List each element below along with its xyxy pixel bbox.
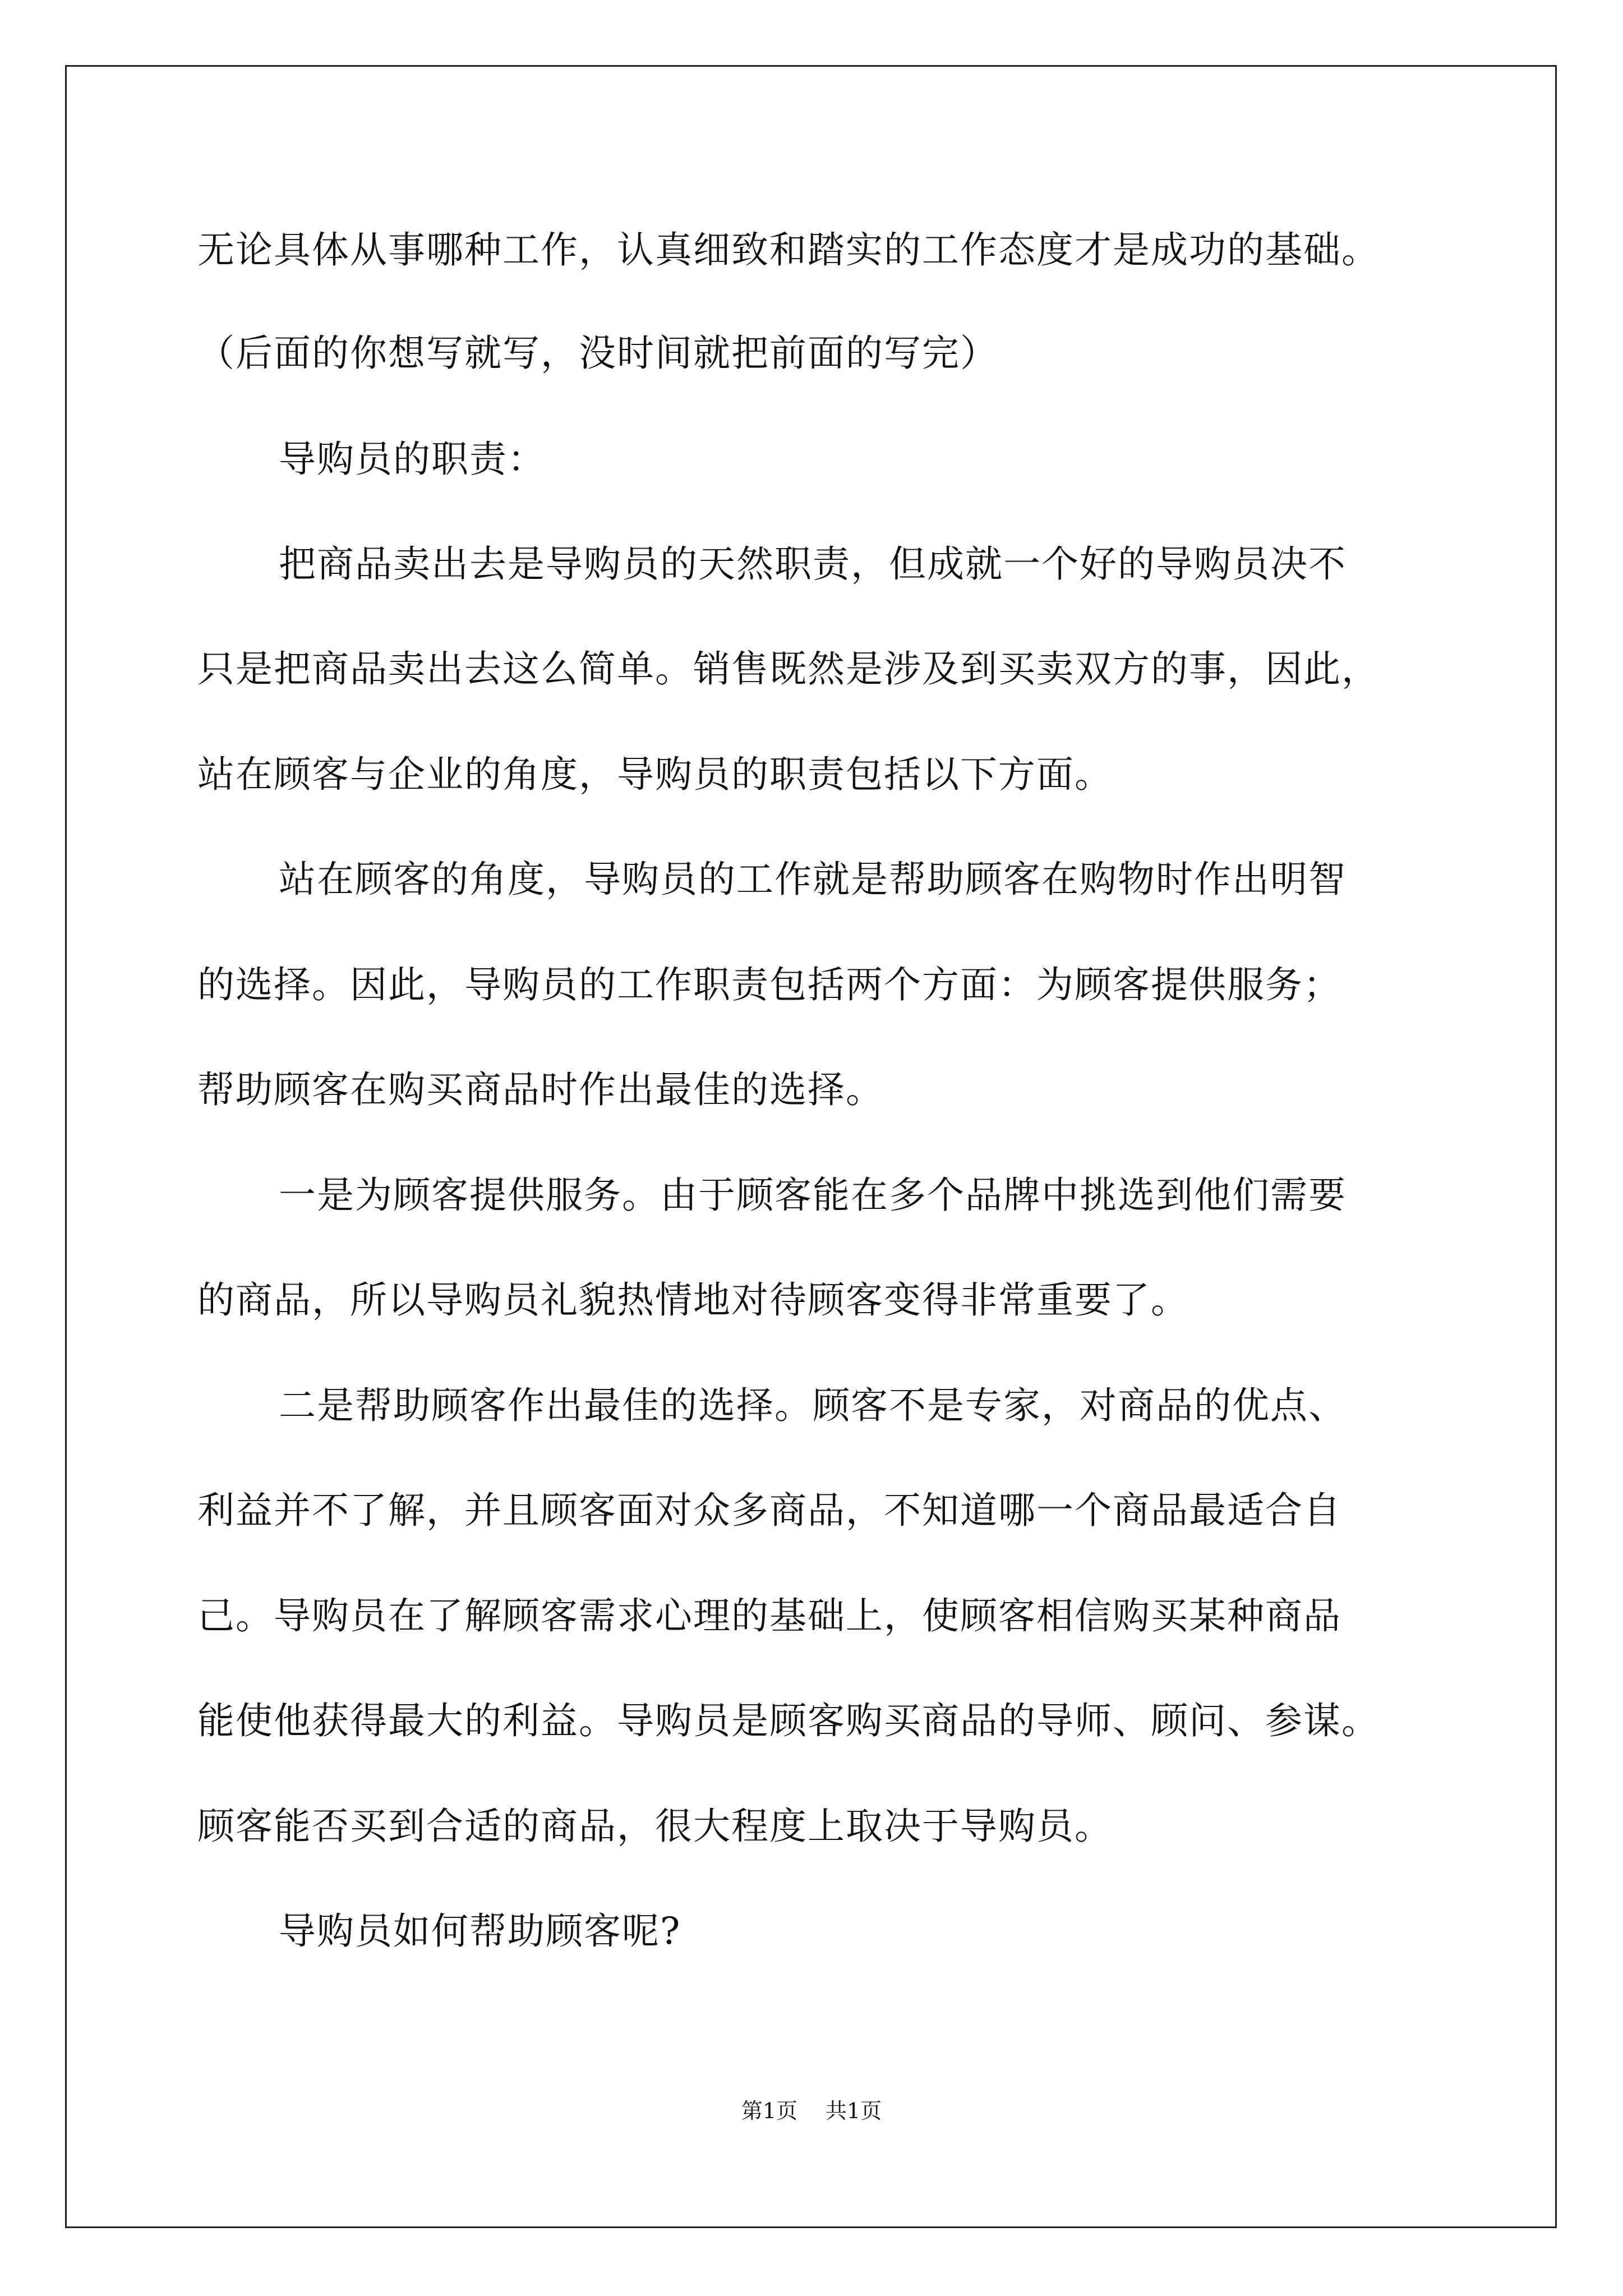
text-line-14: 己。导购员在了解顾客需求心理的基础上，使顾客相信购买某种商品 <box>197 1594 1341 1637</box>
text-line-1: 无论具体从事哪种工作，认真细致和踏实的工作态度才是成功的基础。 <box>197 228 1380 272</box>
text-line-15: 能使他获得最大的利益。导购员是顾客购买商品的导师、顾问、参谋。 <box>197 1699 1380 1742</box>
text-line-5: 只是把商品卖出去这么简单。销售既然是涉及到买卖双方的事，因此， <box>197 647 1380 691</box>
text-line-7: 站在顾客的角度，导购员的工作就是帮助顾客在购物时作出明智 <box>279 858 1347 901</box>
text-line-12: 二是帮助顾客作出最佳的选择。顾客不是专家，对商品的优点、 <box>279 1384 1347 1427</box>
text-line-8: 的选择。因此，导购员的工作职责包括两个方面：为顾客提供服务； <box>197 963 1341 1006</box>
page-footer <box>0 2097 1623 2125</box>
text-line-2: （后面的你想写就写，没时间就把前面的写完） <box>197 332 998 375</box>
text-line-13: 利益并不了解，并且顾客面对众多商品，不知道哪一个商品最适合自 <box>197 1489 1341 1532</box>
text-line-3: 导购员的职责： <box>279 438 546 481</box>
text-line-4: 把商品卖出去是导购员的天然职责，但成就一个好的导购员决不 <box>279 542 1347 586</box>
text-line-6: 站在顾客与企业的角度，导购员的职责包括以下方面。 <box>197 753 1113 796</box>
page-border <box>65 65 1557 2228</box>
page-number: 第1页 <box>741 2099 797 2123</box>
text-line-10: 一是为顾客提供服务。由于顾客能在多个品牌中挑选到他们需要 <box>279 1174 1347 1217</box>
text-line-17: 导购员如何帮助顾客呢? <box>279 1910 681 1953</box>
text-line-11: 的商品，所以导购员礼貌热情地对待顾客变得非常重要了。 <box>197 1278 1189 1322</box>
text-line-16: 顾客能否买到合适的商品，很大程度上取决于导购员。 <box>197 1805 1113 1848</box>
page-total: 共1页 <box>826 2099 882 2123</box>
text-line-9: 帮助顾客在购买商品时作出最佳的选择。 <box>197 1068 884 1111</box>
